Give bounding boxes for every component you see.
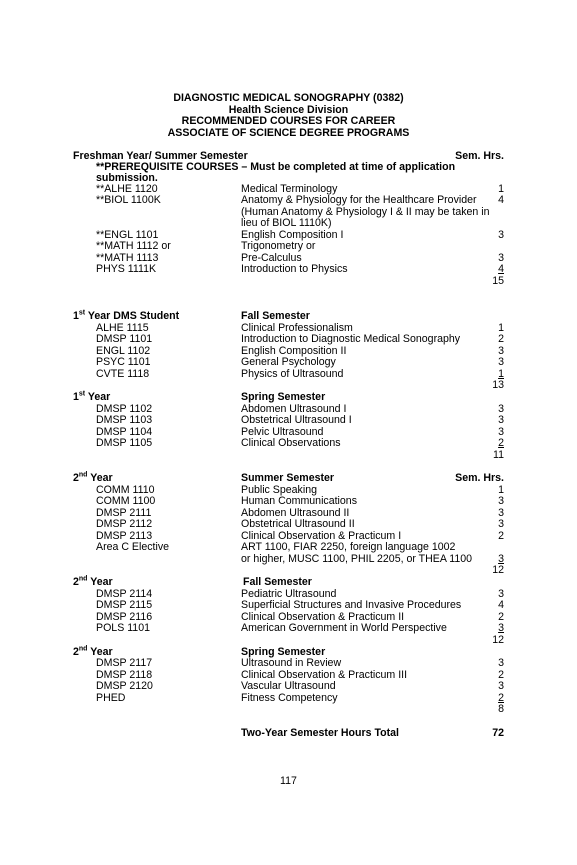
course-title: Pre-Calculus	[241, 252, 302, 264]
course-hours: 4	[498, 263, 504, 275]
course-code: ALHE 1115	[96, 322, 149, 334]
semester-title: Spring Semester	[241, 646, 326, 658]
year-label: 1st Year DMS Student	[73, 309, 180, 322]
course-title: Obstetrical Ultrasound II	[241, 518, 355, 530]
subtotal-row	[0, 276, 577, 288]
year-label: 2nd Year	[73, 575, 113, 588]
course-title: Medical Terminology	[241, 183, 338, 195]
course-hours: 3	[498, 588, 504, 600]
course-title: Abdomen Ultrasound I	[241, 403, 347, 415]
document-header	[0, 93, 577, 139]
course-title: Superficial Structures and Invasive Procedures	[241, 599, 462, 611]
course-title: English Composition II	[241, 345, 347, 357]
course-hours: 3	[498, 345, 504, 357]
course-hours: 2	[498, 437, 504, 449]
course-title: Pediatric Ultrasound	[241, 588, 337, 600]
semester-total: 15	[492, 275, 504, 287]
course-code: DMSP 1105	[96, 437, 153, 449]
subtotal-row	[0, 450, 577, 462]
course-hours: 3	[498, 252, 504, 264]
course-hours: 1	[498, 484, 504, 496]
course-hours: 2	[498, 530, 504, 542]
course-code: DMSP 2118	[96, 669, 153, 681]
course-hours: 2	[498, 611, 504, 623]
sem-hrs-header: Sem. Hrs.	[455, 150, 504, 162]
course-code: DMSP 2113	[96, 530, 153, 542]
course-title: Anatomy & Physiology for the Healthcare Provider	[241, 194, 477, 206]
course-hours: 3	[498, 657, 504, 669]
course-title: Obstetrical Ultrasound I	[241, 414, 352, 426]
course-row	[0, 264, 577, 276]
course-title: ART 1100, FIAR 2250, foreign language 1002	[241, 541, 456, 553]
course-row	[0, 438, 577, 450]
course-code: POLS 1101	[96, 622, 150, 634]
semester-title: Fall Semester	[241, 310, 310, 322]
course-title: Human Communications	[241, 495, 357, 507]
sem-hrs-header: Sem. Hrs.	[455, 472, 504, 484]
course-code: DMSP 2117	[96, 657, 153, 669]
recommended-title: RECOMMENDED COURSES FOR CAREER	[181, 115, 396, 128]
semester-total: 8	[498, 703, 504, 715]
subtotal-row	[0, 704, 577, 716]
year-label: 2nd Year	[73, 471, 113, 484]
grand-total-label: Two-Year Semester Hours Total	[241, 727, 399, 739]
grand-total-value: 72	[492, 727, 504, 739]
course-title: Ultrasound in Review	[241, 657, 342, 669]
course-code: DMSP 1103	[96, 414, 153, 426]
semester-total: 12	[492, 564, 504, 576]
course-code: DMSP 2115	[96, 599, 153, 611]
prerequisite-note-cont: submission.	[96, 172, 158, 184]
course-code: COMM 1110	[96, 484, 155, 496]
year-label: 2nd Year	[73, 645, 113, 658]
section-label: Freshman Year/ Summer Semester	[73, 150, 248, 162]
course-code: **MATH 1112 or	[96, 240, 171, 252]
course-title: Pelvic Ultrasound	[241, 426, 324, 438]
page-number: 117	[280, 775, 297, 787]
course-code: DMSP 1104	[96, 426, 153, 438]
course-title: Physics of Ultrasound	[241, 368, 344, 380]
course-note: (Human Anatomy & Physiology I & II may be taken in	[241, 206, 490, 218]
degree-title: ASSOCIATE OF SCIENCE DEGREE PROGRAMS	[167, 126, 410, 139]
course-hours: 3	[498, 495, 504, 507]
semester-total: 12	[492, 634, 504, 646]
prerequisite-note: **PREREQUISITE COURSES – Must be completed at time of application	[96, 161, 456, 173]
course-hours: 3	[498, 518, 504, 530]
course-title: Introduction to Physics	[241, 263, 348, 275]
course-note: or higher, MUSC 1100, PHIL 2205, or THEA 1100	[241, 553, 473, 565]
course-code: **MATH 1113	[96, 252, 159, 264]
course-code: Area C Elective	[96, 541, 170, 553]
course-hours: 1	[498, 322, 504, 334]
course-code: COMM 1100	[96, 495, 156, 507]
course-code: DMSP 1101	[96, 333, 153, 345]
course-hours: 3	[498, 356, 504, 368]
course-title: Clinical Observation & Practicum I	[241, 530, 402, 542]
course-code: **BIOL 1100K	[96, 194, 161, 206]
course-hours: 3	[498, 426, 504, 438]
course-title: Clinical Observations	[241, 437, 341, 449]
course-hours: 3	[498, 414, 504, 426]
course-code: DMSP 2120	[96, 680, 153, 692]
course-title: Clinical Observation & Practicum II	[241, 611, 405, 623]
division-name: Health Science Division	[228, 103, 349, 116]
program-title: DIAGNOSTIC MEDICAL SONOGRAPHY (0382)	[173, 92, 404, 104]
course-hours: 3	[498, 403, 504, 415]
course-hours: 3	[498, 229, 504, 241]
course-hours: 1	[498, 183, 504, 195]
semester-title: Summer Semester	[241, 472, 335, 484]
course-note: lieu of BIOL 1110K)	[241, 217, 332, 229]
course-title: Public Speaking	[241, 484, 317, 496]
course-hours: 3	[498, 553, 504, 565]
course-code: DMSP 2111	[96, 507, 152, 519]
course-code: CVTE 1118	[96, 368, 150, 380]
course-code: PHYS 1111K	[96, 263, 157, 275]
course-title: English Composition I	[241, 229, 344, 241]
year-label: 1st Year	[73, 390, 111, 403]
semester-total: 13	[492, 379, 504, 391]
course-hours: 2	[498, 669, 504, 681]
course-hours: 4	[498, 599, 504, 611]
course-hours: 3	[498, 680, 504, 692]
course-title: American Government in World Perspective	[241, 622, 447, 634]
course-code: PSYC 1101	[96, 356, 151, 368]
course-code: DMSP 2116	[96, 611, 153, 623]
course-code: **ENGL 1101	[96, 229, 159, 241]
course-code: PHED	[96, 692, 126, 704]
course-title: Trigonometry or	[241, 240, 316, 252]
course-title: General Psychology	[241, 356, 336, 368]
course-row	[0, 623, 577, 635]
course-title: Clinical Observation & Practicum III	[241, 669, 408, 681]
course-code: DMSP 2114	[96, 588, 153, 600]
course-code: DMSP 1102	[96, 403, 153, 415]
course-title: Clinical Professionalism	[241, 322, 353, 334]
course-hours: 3	[498, 507, 504, 519]
semester-title: Spring Semester	[241, 391, 326, 403]
grand-total-row	[0, 728, 577, 740]
course-title: Abdomen Ultrasound II	[241, 507, 350, 519]
course-hours: 3	[498, 622, 504, 634]
semester-total: 11	[493, 449, 504, 461]
course-hours: 2	[498, 333, 504, 345]
course-title: Fitness Competency	[241, 692, 338, 704]
course-title: Introduction to Diagnostic Medical Sonography	[241, 333, 461, 345]
course-hours: 2	[498, 692, 504, 704]
course-hours: 4	[498, 194, 504, 206]
course-code: DMSP 2112	[96, 518, 153, 530]
semester-title: Fall Semester	[243, 576, 312, 588]
course-code: ENGL 1102	[96, 345, 151, 357]
course-title: Vascular Ultrasound	[241, 680, 336, 692]
course-hours: 1	[498, 368, 504, 380]
course-code: **ALHE 1120	[96, 183, 158, 195]
